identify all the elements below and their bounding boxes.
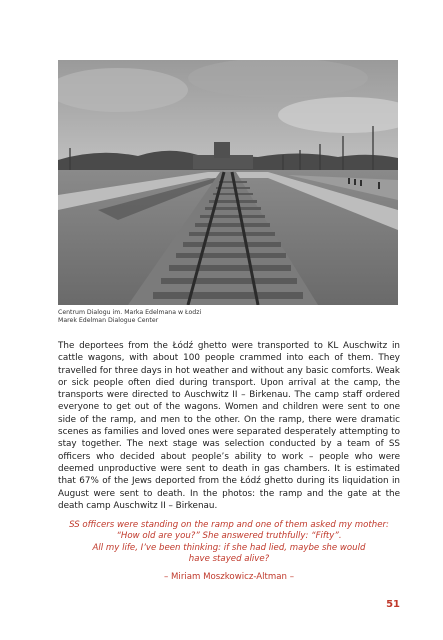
quote-line: “How old are you?” She answered truthfully: “Fifty”. (116, 531, 342, 542)
photo-credits (58, 309, 398, 326)
photo-credit-polish: Centrum Dialogu im. Marka Edelmana w Łodzi (58, 309, 202, 316)
photo-credit-english: Marek Edelman Dialogue Center (58, 317, 159, 325)
page-number: 51 (386, 599, 400, 610)
quote-block (58, 520, 400, 566)
quote-line: All my life, I’ve been thinking: if she had lied, maybe she would (92, 542, 366, 553)
quote-line: have stayed alive? (188, 554, 270, 565)
quote-line: SS officers were standing on the ramp and one of them asked my mother: (69, 520, 389, 530)
railway-ramp-photo (58, 60, 398, 305)
railway-ramp-image (58, 60, 398, 305)
quote-attribution: – Miriam Moszkowicz-Altman – (163, 572, 295, 582)
body-paragraph: The deportees from the Łódź ghetto were transported to KL Auschwitz in cattle wagons, with about 100 people crammed into each of them. They travelled for three days in hot weather and without any basic comforts. Weak or sick people often died during transport. Upon arrival at the camp, the transports were directed to Auschwitz II – Birkenau. The camp staff ordered everyone to get out of the wagons. Women and children were sent to one side of the ramp, and men to the other. On the ramp, there were dramatic scenes as families and loved ones were separated desperately attempting to stay together. The next stage was selection conducted by a team of SS officers who decided about people’s ability to work – people who were deemed unproductive were sent to death in gas chambers. It is estimated that 67% of the Jews deported from the Łódź ghetto during its liquidation in August were sent to death. In the photos: the ramp and the gate at the death camp Auschwitz II – Birkenau. (58, 341, 400, 511)
